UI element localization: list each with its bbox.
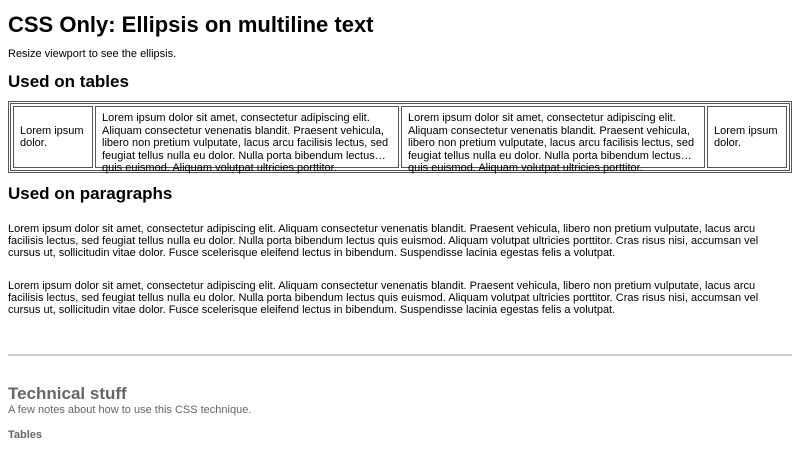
table-cell	[401, 106, 705, 174]
page-subtitle: Resize viewport to see the ellipsis.	[8, 48, 177, 60]
cell-text: Lorem ipsum dolor sit amet, consectetur adipiscing elit. Aliquam consectetur venenatis blandit. Praesent vehicula, libero non pretium vulputate, lacus arcu facilisis lectus, sed feugiat tellus nulla eu dolor. Nulla porta bibendum lectus quis euismod. Aliquam volutpat ultricies porttitor.	[408, 112, 695, 174]
divider	[8, 354, 792, 356]
paragraph: Lorem ipsum dolor sit amet, consectetur adipiscing elit. Aliquam consectetur venenatis blandit. Praesent vehicula, libero non pretium vulputate, lacus arcu facilisis lectus, sed feugiat tellus nulla eu dolor. Nulla porta bibendum lectus quis euismod. Aliquam volutpat ultricies porttitor. Cras risus nisi, accumsan vel cursus ut, sollicitudin vitae dolor. Fusce scelerisque eleifend lectus in bibendum. Suspendisse lacinia egestas felis a volutpat.	[8, 280, 759, 316]
demo-table	[8, 101, 792, 173]
paragraphs-heading: Used on paragraphs	[8, 184, 173, 203]
technical-section	[8, 384, 792, 441]
technical-heading: Technical stuff	[8, 384, 127, 403]
table-row	[13, 106, 787, 168]
paragraph: Lorem ipsum dolor sit amet, consectetur adipiscing elit. Aliquam consectetur venenatis blandit. Praesent vehicula, libero non pretium vulputate, lacus arcu facilisis lectus, sed feugiat tellus nulla eu dolor. Nulla porta bibendum lectus quis euismod. Aliquam volutpat ultricies porttitor. Cras risus nisi, accumsan vel cursus ut, sollicitudin vitae dolor. Fusce scelerisque eleifend lectus in bibendum. Suspendisse lacinia egestas felis a volutpat.	[8, 223, 759, 259]
page-title: CSS Only: Ellipsis on multiline text	[8, 12, 374, 37]
cell-text: Lorem ipsum dolor sit amet, consectetur adipiscing elit. Aliquam consectetur venenatis blandit. Praesent vehicula, libero non pretium vulputate, lacus arcu facilisis lectus, sed feugiat tellus nulla eu dolor. Nulla porta bibendum lectus quis euismod. Aliquam volutpat ultricies porttitor.	[102, 112, 389, 174]
table-cell	[13, 106, 93, 168]
table-cell	[707, 106, 787, 168]
technical-note: A few notes about how to use this CSS technique.	[8, 404, 252, 416]
tables-heading: Used on tables	[8, 72, 129, 91]
table-cell	[95, 106, 399, 174]
cell-text: Lorem ipsum dolor.	[20, 124, 84, 149]
cell-text: Lorem ipsum dolor.	[714, 124, 778, 149]
technical-subheading: Tables	[8, 429, 43, 441]
